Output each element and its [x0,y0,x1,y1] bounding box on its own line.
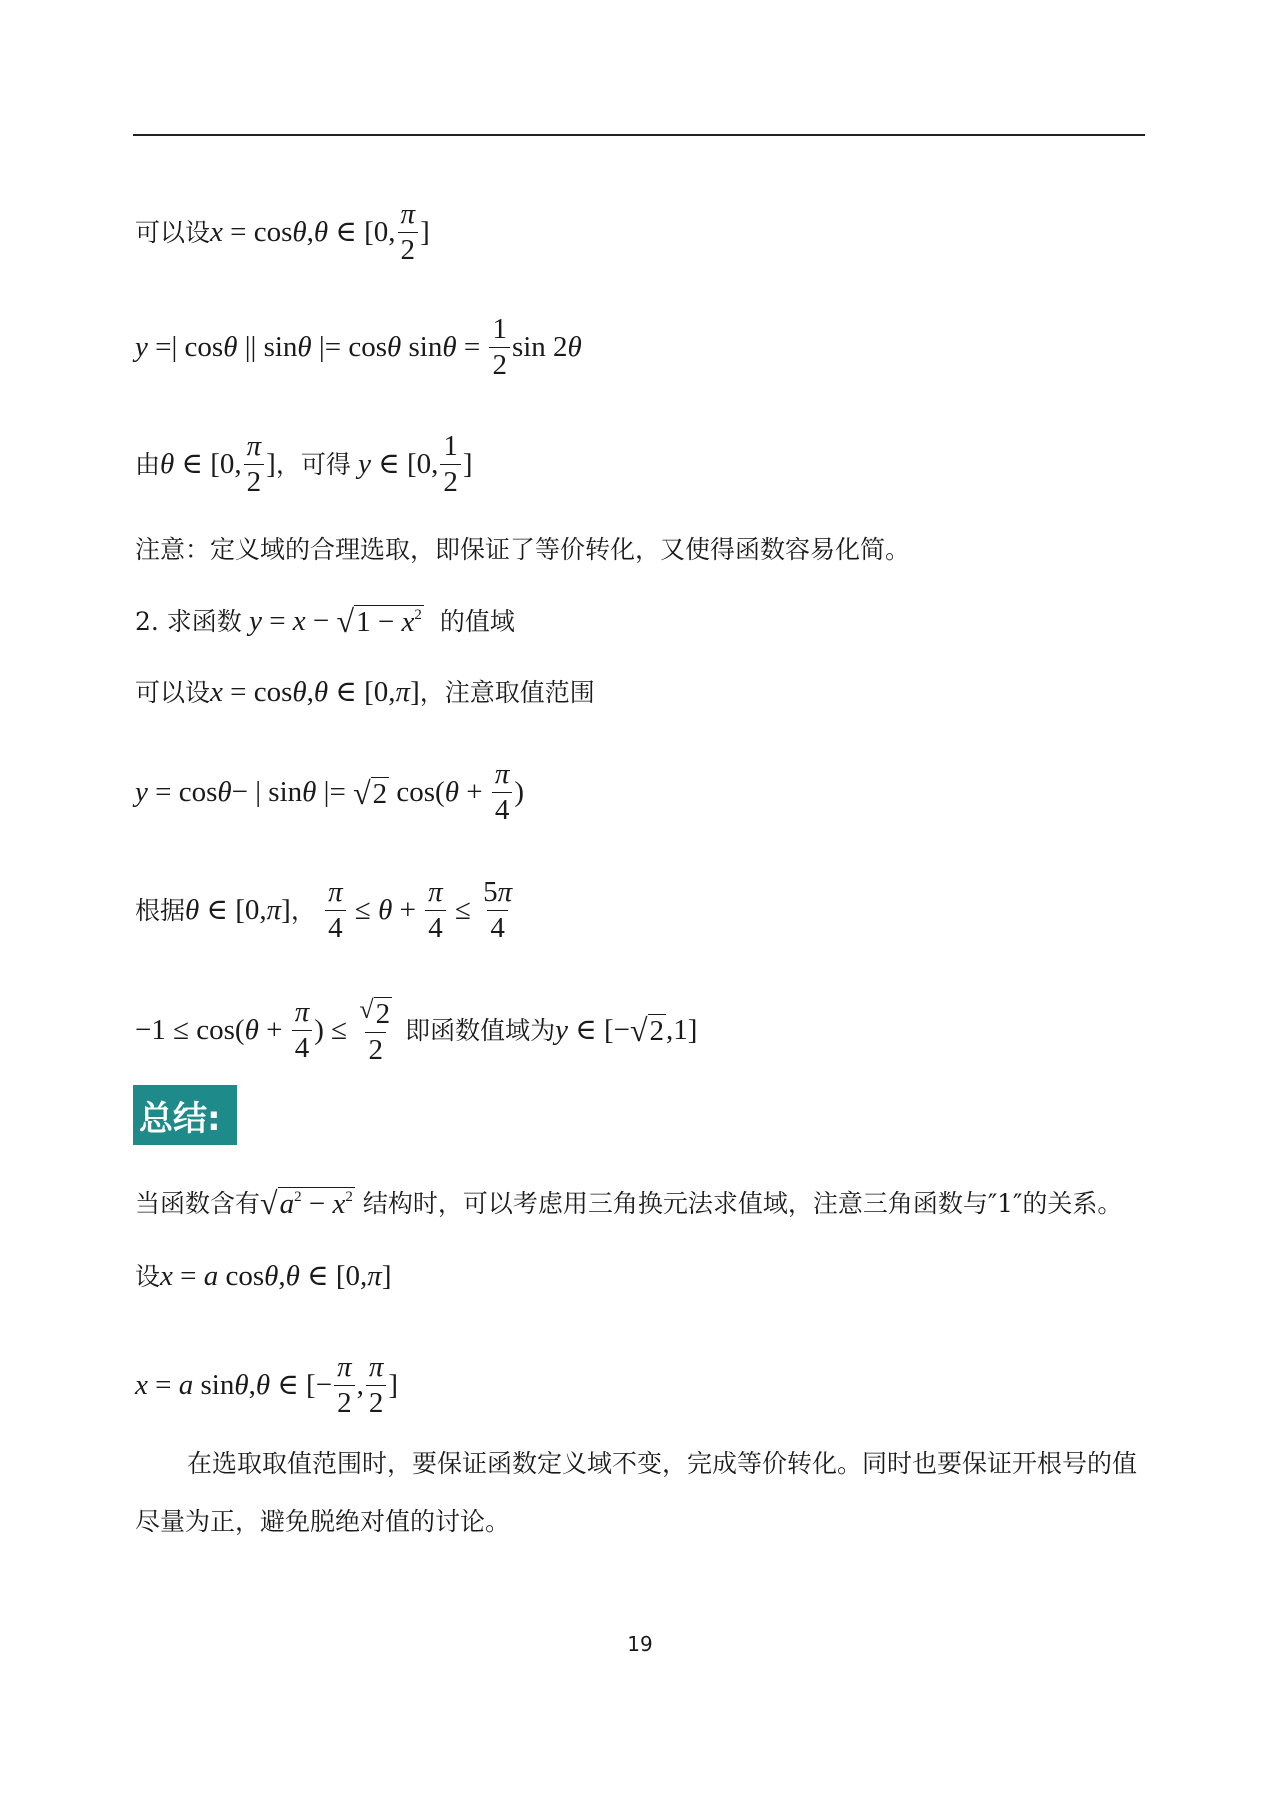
text: 可以设 [135,218,211,247]
text: 设 [135,1262,161,1291]
formula: x = cos θ , θ ∈ [0, π ] [210,676,420,708]
text: 结构时，可以考虑用三角换元法求值域，注意三角函数与″1″的关系。 [362,1188,1123,1218]
set-line-sin [135,1353,398,1418]
note-line [135,537,910,562]
summary-line [135,1187,1122,1219]
set-line-cos [135,1262,392,1291]
line-according [135,878,517,943]
page-number: 19 [627,1632,653,1656]
formula: −1 ≤ cos( θ + $\frac{\pi}{4}$ ) ≤ √ 2 2 [135,995,391,1066]
text: ，注意取值范围 [419,678,595,707]
formula: x = cos θ , θ ∈ [0, $\frac{\pi}{2}$ ] [210,198,430,266]
question-2 [135,605,515,637]
line-range-result [135,432,473,497]
summary-badge [133,1085,237,1145]
text: 由 [135,450,161,479]
text: 当函数含有 [135,1188,261,1218]
text: 根据 [135,896,186,925]
line-substitution-1 [135,200,430,265]
closing-paragraph: 在选取取值范围时，要保证函数定义域不变，完成等价转化。同时也要保证开根号的值尽量为正，避免脱绝对值的讨论。 [135,1449,1138,1536]
formula: y =| cos θ || sin θ |= cos θ sin θ = $\frac{1}{2}$ sin 2 θ [135,313,582,381]
formula: x = a cos θ , θ ∈ [0, π ] [160,1260,392,1292]
line-final-range [135,995,697,1065]
formula: θ ∈ [0, $\frac{\pi}{2}$ ] [160,430,276,498]
formula: y = cos θ − | sin θ |= √ 2 cos( θ + $\frac{\pi}{4}$ ) [135,758,525,826]
line-y-expression-2 [135,760,524,825]
formula: $\frac{\pi}{4}$ ≤ θ + $\frac{\pi}{4}$ ≤ $\frac{5\pi}{4}$ [316,878,517,943]
text: 即函数值域为 [405,1015,556,1045]
text: 2. 求函数 [135,606,242,636]
line-substitution-2 [135,678,595,707]
formula: √ $a^2 - x^2$ [260,1185,353,1221]
text: 可以设 [135,678,211,707]
line-y-expression [135,315,582,380]
header-rule [133,134,1145,136]
text: ，可得 [275,450,351,479]
text: 的值域 [439,606,515,636]
formula: θ ∈ [0, π ] [185,894,291,926]
summary-badge-label: 总结: [139,1098,221,1139]
formula: y ∈ [− √ 2 ,1] [555,1012,698,1048]
formula: y ∈ [0, $\frac{1}{2}$ ] [358,430,473,498]
text: ， [290,896,316,925]
text: 注意：定义域的合理选取，即保证了等价转化，又使得函数容易化简。 [135,535,911,564]
formula: y = x − √ $1 - x^2$ [249,603,422,639]
formula: x = a sin θ , θ ∈ [− $\frac{\pi}{2}$ , $\frac{\pi}{2}$ ] [135,1351,399,1419]
